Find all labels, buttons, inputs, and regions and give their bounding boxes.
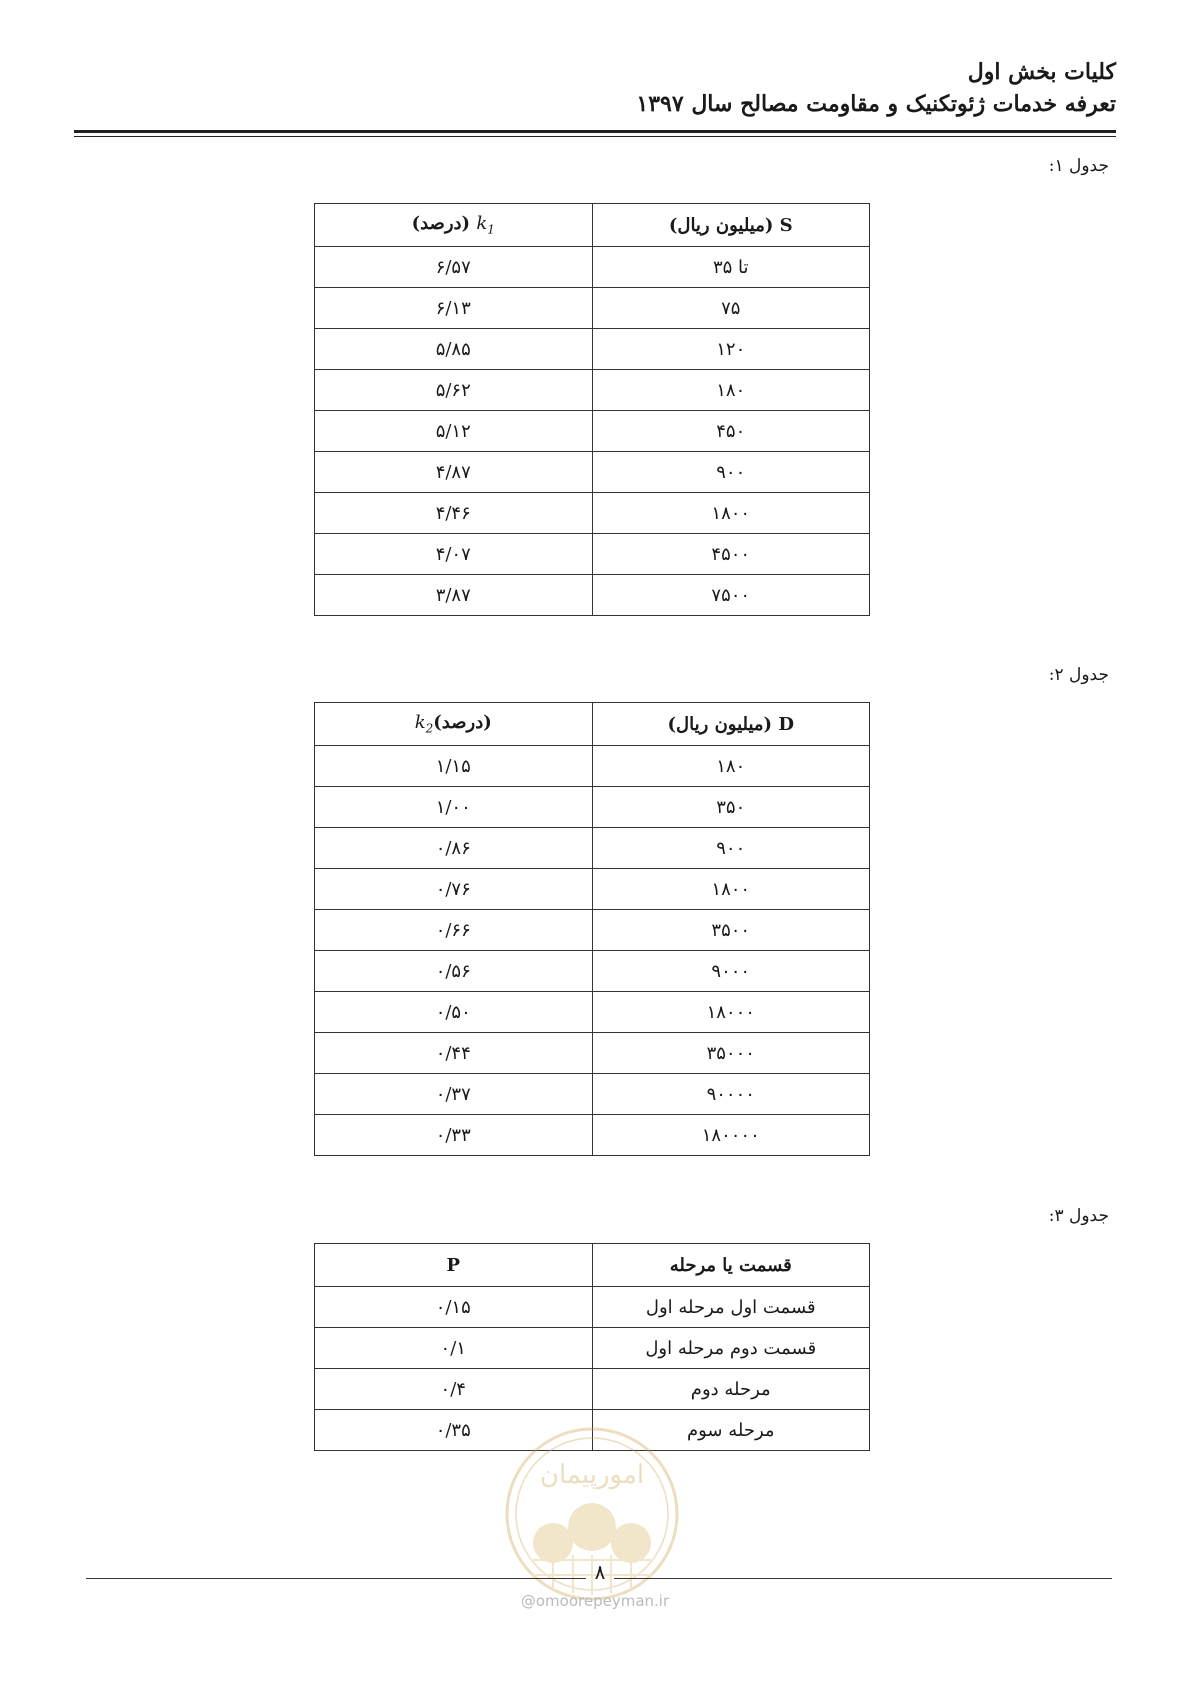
table3-cell-value: ۰/۳۵ [315,1410,593,1451]
k1-symbol: $k_1$ [476,213,495,237]
table3-cell-value: ۰/۱۵ [315,1287,593,1328]
table1-row [315,370,870,411]
table3 [314,1243,870,1451]
table2-cell-key: ۹۰۰ [592,828,870,869]
table3-cell-key: قسمت اول مرحله اول [592,1287,870,1328]
table2-row [315,1033,870,1074]
table3-col-p-header: P [315,1244,593,1287]
table1-row [315,534,870,575]
table2-caption: جدول ۲: [1048,665,1109,685]
table2-cell-value: ۰/۳۳ [315,1115,593,1156]
table1-cell-key: ۱۸۰ [592,370,870,411]
header-rule-thin [74,136,1116,137]
table2-cell-key: ۳۵۰ [592,787,870,828]
watermark-text: امورپیمان [539,1460,645,1490]
footer-rule-right [614,1578,1112,1579]
page-header [74,56,1116,120]
table2-cell-value: ۰/۸۶ [315,828,593,869]
table2-cell-key: ۳۵۰۰۰ [592,1033,870,1074]
table1-cell-key: ۴۵۰۰ [592,534,870,575]
table3-row [315,1287,870,1328]
table2-cell-value: ۱/۰۰ [315,787,593,828]
table2 [314,702,870,1156]
header-section-title: کلیات بخش اول [967,59,1116,85]
table2-row [315,869,870,910]
page-number: ۸ [594,1560,606,1584]
table2-col-k2-header: $(درصد)k_2$ [315,703,593,746]
table2-cell-value: ۰/۴۴ [315,1033,593,1074]
table1-row [315,493,870,534]
site-watermark: @omoorepeyman.ir [520,1592,670,1610]
table1-caption: جدول ۱: [1048,156,1109,176]
table2-cell-key: ۱۸۰۰ [592,869,870,910]
table2-cell-value: ۰/۵۶ [315,951,593,992]
table2-cell-value: ۰/۶۶ [315,910,593,951]
table2-cell-value: ۱/۱۵ [315,746,593,787]
header-rule-thick [74,130,1116,133]
table1-cell-value: ۵/۶۲ [315,370,593,411]
table2-cell-key: ۱۸۰ [592,746,870,787]
table2-cell-key: ۹۰۰۰۰ [592,1074,870,1115]
table1-cell-value: ۴/۴۶ [315,493,593,534]
table1-row [315,329,870,370]
footer-rule-left [86,1578,586,1579]
table1-cell-key: ۴۵۰ [592,411,870,452]
table1-cell-key: ۱۲۰ [592,329,870,370]
table2-row [315,910,870,951]
table3-row [315,1328,870,1369]
table1-col-k1-header: $k_1$ (درصد) [315,204,593,247]
k2-symbol: $k_2$ [414,712,434,736]
table2-row [315,787,870,828]
table3-row [315,1369,870,1410]
table1-row [315,411,870,452]
table3-cell-key: مرحله سوم [592,1410,870,1451]
table1-header-row [315,204,870,247]
table1-cell-value: ۶/۱۳ [315,288,593,329]
table1-cell-key: ۷۵ [592,288,870,329]
table2-row [315,1074,870,1115]
table2-row [315,746,870,787]
table1-row [315,575,870,616]
table2-header-row [315,703,870,746]
table2-cell-key: ۱۸۰۰۰۰ [592,1115,870,1156]
table2-cell-key: ۱۸۰۰۰ [592,992,870,1033]
header-document-title: تعرفه خدمات ژئوتکنیک و مقاومت مصالح سال ۱۳۹۷ [636,91,1116,117]
table1-cell-key: ۱۸۰۰ [592,493,870,534]
table2-cell-value: ۰/۷۶ [315,869,593,910]
table1-col-s-header: S (میلیون ریال) [592,204,870,247]
table1-cell-value: ۵/۱۲ [315,411,593,452]
table1-row [315,288,870,329]
table2-row [315,951,870,992]
table2-row [315,828,870,869]
table1-cell-key: ۹۰۰ [592,452,870,493]
table1-row [315,247,870,288]
table3-cell-key: قسمت دوم مرحله اول [592,1328,870,1369]
table1-row [315,452,870,493]
table1-cell-value: ۳/۸۷ [315,575,593,616]
table1-cell-value: ۴/۸۷ [315,452,593,493]
table1-cell-key: ۷۵۰۰ [592,575,870,616]
table1-cell-value: ۴/۰۷ [315,534,593,575]
table3-col-phase-header: قسمت یا مرحله [592,1244,870,1287]
table3-cell-value: ۰/۱ [315,1328,593,1369]
table2-row [315,1115,870,1156]
table2-cell-key: ۹۰۰۰ [592,951,870,992]
table3-cell-value: ۰/۴ [315,1369,593,1410]
table3-cell-key: مرحله دوم [592,1369,870,1410]
table1-cell-key: تا ۳۵ [592,247,870,288]
table2-cell-key: ۳۵۰۰ [592,910,870,951]
table3-header-row [315,1244,870,1287]
table2-row [315,992,870,1033]
table2-cell-value: ۰/۵۰ [315,992,593,1033]
table2-cell-value: ۰/۳۷ [315,1074,593,1115]
table1-cell-value: ۵/۸۵ [315,329,593,370]
table2-col-d-header: D (میلیون ریال) [592,703,870,746]
table1-cell-value: ۶/۵۷ [315,247,593,288]
table1 [314,203,870,616]
table3-caption: جدول ۳: [1048,1206,1109,1226]
